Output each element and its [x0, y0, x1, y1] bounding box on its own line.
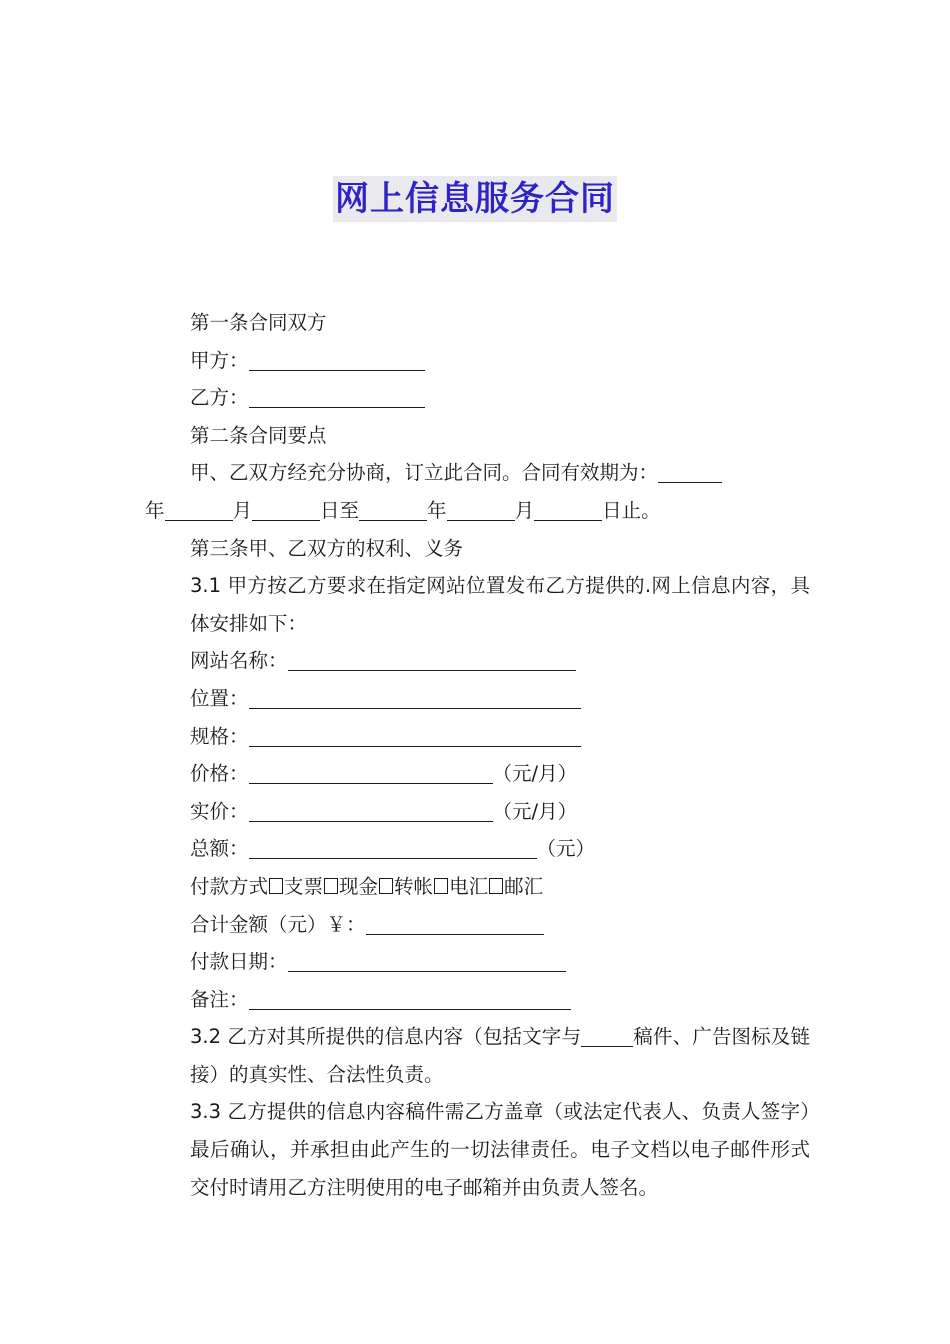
remark-line [145, 981, 810, 1019]
option-transfer: 转帐 [394, 874, 434, 898]
site-name-blank[interactable] [288, 648, 576, 671]
clause-3-2-blank[interactable] [581, 1024, 633, 1047]
month-label: 月 [232, 498, 253, 522]
real-price-blank[interactable] [249, 799, 493, 822]
spec-blank[interactable] [249, 724, 581, 747]
party-a-line [145, 342, 810, 380]
section-3-heading: 第三条甲、乙双方的权利、义务 [190, 536, 464, 560]
clause-3-2 [145, 1018, 810, 1093]
price-line [145, 755, 810, 793]
real-price-line [145, 793, 810, 831]
total-unit: （元） [536, 837, 596, 861]
position-line [145, 680, 810, 718]
party-b-label: 乙方： [190, 386, 249, 410]
title-block [0, 176, 950, 222]
month2-label: 月 [514, 498, 535, 522]
site-name-line [145, 642, 810, 680]
pay-date-label: 付款日期： [190, 950, 288, 974]
payment-method-line [145, 868, 810, 906]
validity-line-1 [145, 454, 810, 492]
price-unit: （元/月） [492, 762, 578, 786]
remark-label: 备注： [190, 987, 249, 1011]
end-month-blank[interactable] [447, 498, 515, 521]
option-cheque: 支票 [284, 874, 324, 898]
clause-3-2-text-a: 3.2 乙方对其所提供的信息内容（包括文字与 [190, 1025, 582, 1049]
year2-label: 年 [427, 498, 447, 522]
end-label: 日止。 [602, 498, 661, 522]
section-1-heading: 第一条合同双方 [190, 311, 327, 334]
option-postal: 邮汇 [504, 874, 544, 898]
sum-label: 合计金额（元）￥： [190, 912, 366, 936]
clause-3-3: 3.3 乙方提供的信息内容稿件需乙方盖章（或法定代表人、负责人签字）最后确认，并承担由此产生的一切法律责任。电子文档以电子邮件形式交付时请用乙方注明使用的电子邮箱并由负责人签名。 [190, 1100, 810, 1199]
sum-blank[interactable] [366, 912, 544, 935]
pay-date-blank[interactable] [288, 949, 566, 972]
start-month-blank[interactable] [165, 498, 233, 521]
spec-line [145, 718, 810, 756]
validity-text: 甲、乙双方经充分协商，订立此合同。合同有效期为： [190, 461, 659, 485]
option-wire: 电汇 [449, 874, 489, 898]
real-price-unit: （元/月） [492, 799, 578, 823]
checkbox-postal[interactable] [489, 878, 503, 894]
start-day-blank[interactable] [252, 498, 320, 521]
clause-3-2-text-b: 稿件、广告图标及链接）的真实性、合法性负责。 [190, 1025, 810, 1086]
option-cash: 现金 [339, 874, 379, 898]
validity-line-2 [145, 492, 810, 530]
section-2-heading: 第二条合同要点 [190, 423, 327, 447]
real-price-label: 实价： [190, 799, 249, 823]
end-day-blank[interactable] [534, 498, 602, 521]
total-blank[interactable] [249, 836, 537, 859]
checkbox-cash[interactable] [324, 878, 338, 894]
checkbox-cheque[interactable] [269, 878, 283, 894]
remark-blank[interactable] [249, 987, 571, 1010]
checkbox-wire[interactable] [434, 878, 448, 894]
price-label: 价格： [190, 762, 249, 786]
end-year-blank[interactable] [359, 498, 427, 521]
clause-3-1: 3.1 甲方按乙方要求在指定网站位置发布乙方提供的.网上信息内容，具体安排如下： [190, 574, 810, 635]
site-name-label: 网站名称： [190, 649, 288, 673]
party-a-label: 甲方： [190, 348, 249, 372]
spec-label: 规格： [190, 724, 249, 748]
year-label: 年 [145, 498, 165, 522]
checkbox-transfer[interactable] [379, 878, 393, 894]
sum-line [145, 906, 810, 944]
total-label: 总额： [190, 837, 249, 861]
document-title: 网上信息服务合同 [333, 176, 617, 222]
day-to-label: 日至 [320, 498, 360, 522]
party-b-line [145, 379, 810, 417]
pay-date-line [145, 943, 810, 981]
party-a-blank[interactable] [249, 348, 425, 371]
party-b-blank[interactable] [249, 385, 425, 408]
start-year-blank[interactable] [658, 460, 722, 483]
position-blank[interactable] [249, 686, 581, 709]
price-blank[interactable] [249, 761, 493, 784]
document-body [145, 304, 810, 1206]
position-label: 位置： [190, 686, 249, 710]
total-line [145, 830, 810, 868]
payment-method-label: 付款方式 [190, 874, 269, 898]
